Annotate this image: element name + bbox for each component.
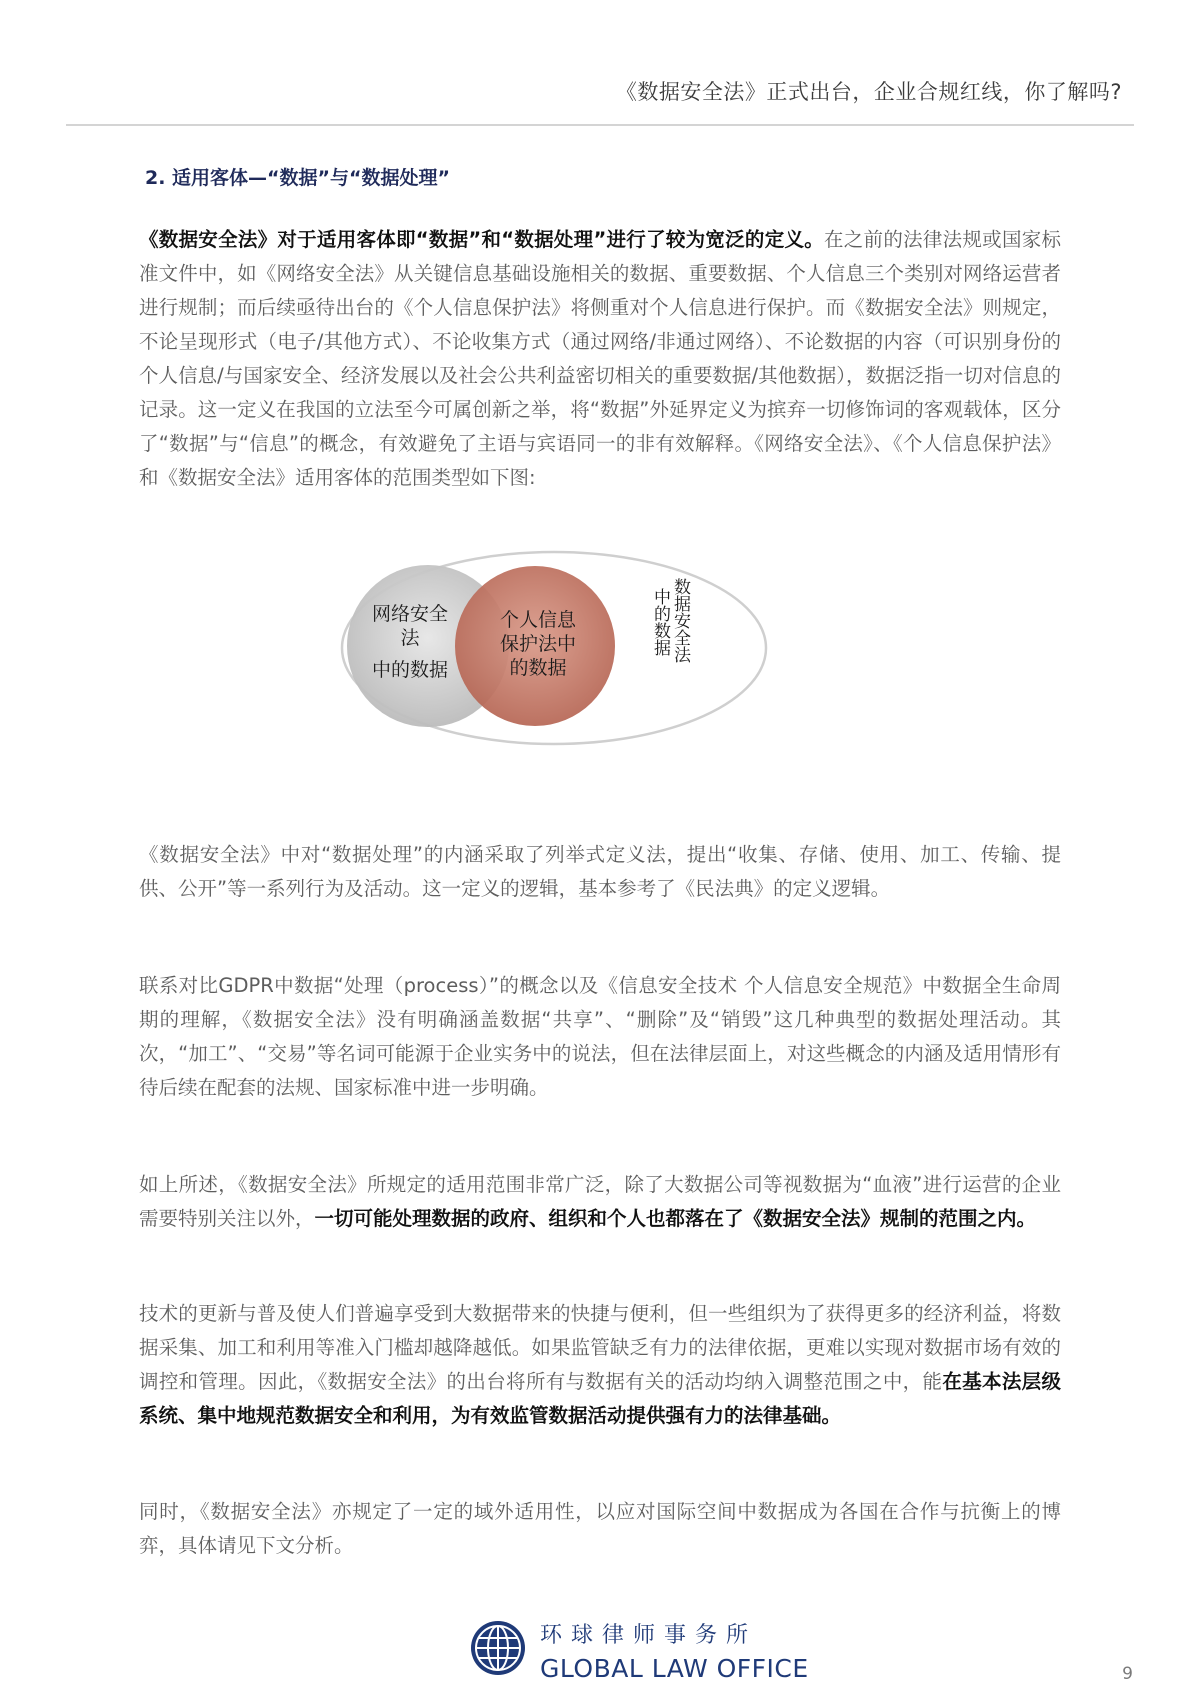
middle-label-line2: 保护法中 — [499, 633, 577, 655]
running-header-title: 《数据安全法》正式出台，企业合规红线，你了解吗? — [615, 80, 1122, 104]
paragraph-1 — [139, 223, 1061, 495]
page-number: 9 — [1122, 1664, 1133, 1684]
paragraph-1-emphasis: 《数据安全法》对于适用客体即“数据”和“数据处理”进行了较为宽泛的定义。 — [139, 228, 825, 251]
header-divider — [66, 124, 1134, 126]
left-label-line3: 中的数据 — [371, 659, 449, 681]
right-label-col2: 中的数据 — [650, 588, 670, 656]
paragraph-4-emphasis: 一切可能处理数据的政府、组织和个人也都落在了《数据安全法》规制的范围之内。 — [314, 1207, 1037, 1230]
firm-name-chinese: 环球律师事务所 — [540, 1623, 758, 1648]
globe-logo-icon — [468, 1618, 528, 1678]
left-label-line1: 网络安全 — [371, 603, 449, 625]
paragraph-2: 《数据安全法》中对“数据处理”的内涵采取了列举式定义法，提出“收集、存储、使用、加工、传输、提供、公开”等一系列行为及活动。这一定义的逻辑，基本参考了《民法典》的定义逻辑。 — [139, 843, 1061, 900]
section-heading: 2. 适用客体—“数据”与“数据处理” — [145, 167, 451, 189]
paragraph-5-body: 技术的更新与普及使人们普遍享受到大数据带来的快捷与便利，但一些组织为了获得更多的经济利益，将数据采集、加工和利用等准入门槛却越降越低。如果监管缺乏有力的法律依据，更难以实现对数据市场有效的调控和管理。因此，《数据安全法》的出台将所有与数据有关的活动均纳入调整范围之中，能 — [139, 1302, 1061, 1393]
left-label-line2: 法 — [400, 627, 420, 649]
paragraph-4-body: 如上所述，《数据安全法》所规定的适用范围非常广泛，除了大数据公司等视数据为“血液”进行运营的企业需要特别关注以外， — [139, 1173, 1061, 1230]
paragraph-6: 同时，《数据安全法》亦规定了一定的域外适用性，以应对国际空间中数据成为各国在合作与抗衡上的博弈，具体请见下文分析。 — [139, 1500, 1061, 1557]
venn-diagram — [338, 548, 770, 748]
middle-label-line3: 的数据 — [509, 657, 567, 679]
right-label-col1: 数据安全法 — [670, 578, 690, 663]
paragraph-5-emphasis: 在基本法层级系统、集中地规范数据安全和利用，为有效监管数据活动提供强有力的法律基础。 — [139, 1370, 1061, 1427]
firm-name-english: GLOBAL LAW OFFICE — [540, 1654, 809, 1683]
paragraph-3: 联系对比GDPR中数据“处理（process）”的概念以及《信息安全技术 个人信息安全规范》中数据全生命周期的理解，《数据安全法》没有明确涵盖数据“共享”、“删除”及“销毁”这几种典型的数据处理活动。其次，“加工”、“交易”等名词可能源于企业实务中的说法，但在法律层面上，对这些概念的内涵及适用情形有待后续在配套的法规、国家标准中进一步明确。 — [139, 974, 1061, 1099]
paragraph-4 — [139, 1168, 1061, 1236]
paragraph-1-body: 在之前的法律法规或国家标准文件中，如《网络安全法》从关键信息基础设施相关的数据、重要数据、个人信息三个类别对网络运营者进行规制；而后续亟待出台的《个人信息保护法》将侧重对个人信息进行保护。而《数据安全法》则规定，不论呈现形式（电子/其他方式）、不论收集方式（通过网络/非通过网络）、不论数据的内容（可识别身份的个人信息/与国家安全、经济发展以及社会公共利益密切相关的重要数据/其他数据），数据泛指一切对信息的记录。这一定义在我国的立法至今可属创新之举，将“数据”外延界定义为摈弃一切修饰词的客观载体，区分了“数据”与“信息”的概念，有效避免了主语与宾语同一的非有效解释。《网络安全法》、《个人信息保护法》和《数据安全法》适用客体的范围类型如下图: — [139, 228, 1061, 489]
middle-label-line1: 个人信息 — [499, 609, 577, 631]
paragraph-5 — [139, 1297, 1061, 1433]
